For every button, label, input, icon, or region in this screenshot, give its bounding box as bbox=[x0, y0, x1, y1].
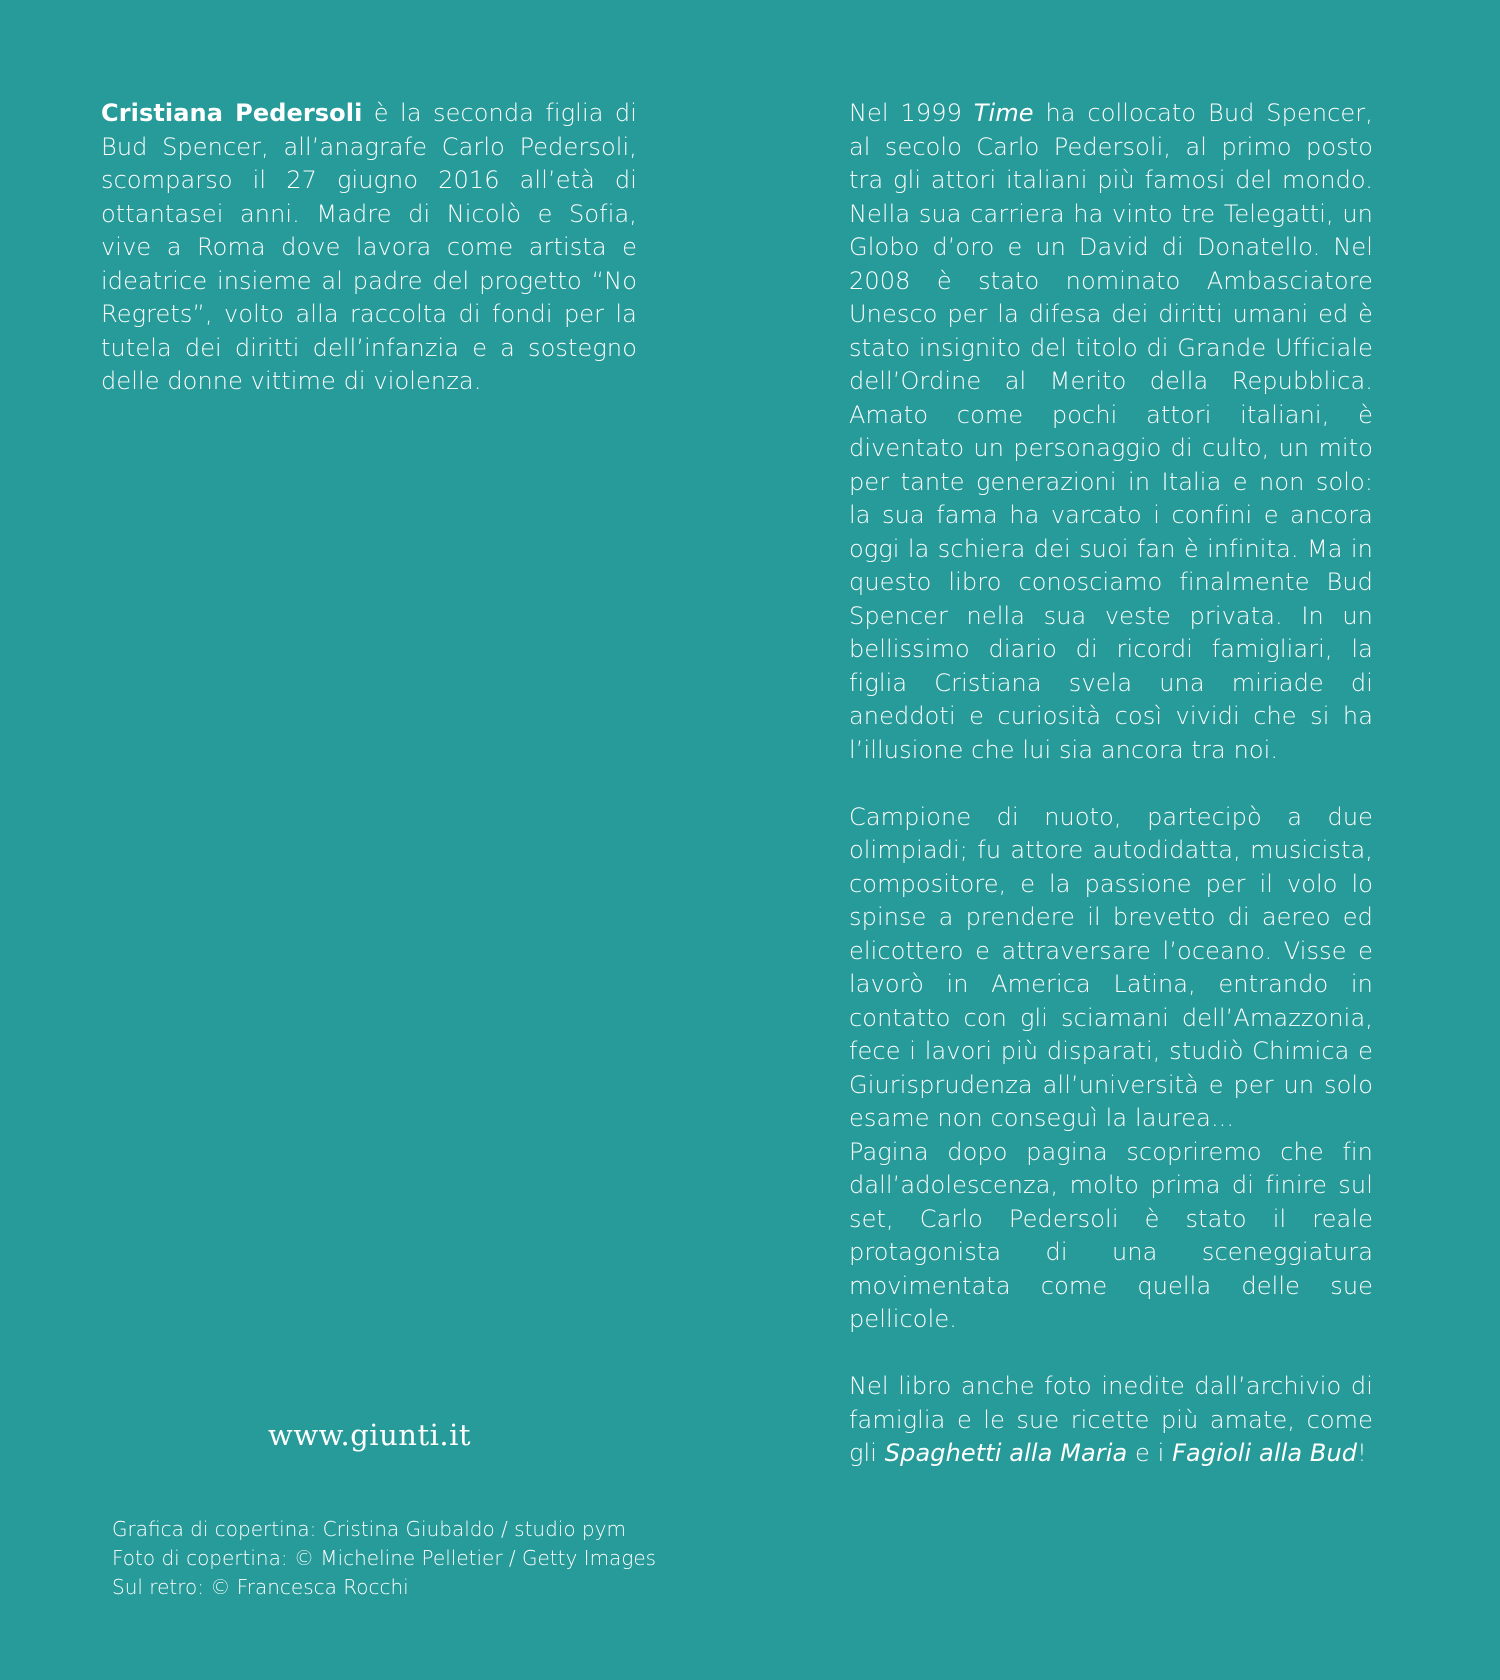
p1-rest: ha collocato Bud Spencer, al secolo Carlo Pedersoli, al primo posto tra gli attori italiani più famosi del mondo. Nella sua carriera ha vinto tre Telegatti, un Globo d’oro e un David di Donatello. Nel 2008 è stato nominato Ambasciatore Unesco per la difesa dei diritti umani ed è stato insignito del titolo di Grande Ufficiale dell’Ordine al Merito della Repubblica. Amato come pochi attori italiani, è diventato un personaggio di culto, un mito per tante generazioni in Italia e non solo: la sua fama ha varcato i confini e ancora oggi la schiera dei suoi fan è infinita. Ma in questo libro conosciamo finalmente Bud Spencer nella sua veste privata. In un bellissimo diario di ricordi famigliari, la figlia Cristiana svela una miriade di aneddoti e curiosità così vividi che si ha l’illusione che lui sia ancora tra noi. bbox=[849, 99, 1373, 764]
description-paragraph-1 bbox=[849, 97, 1373, 767]
book-description-column bbox=[849, 97, 1373, 1471]
description-paragraph-4 bbox=[849, 1370, 1373, 1471]
author-bio bbox=[101, 97, 637, 399]
description-paragraph-3: Pagina dopo pagina scopriremo che fin dall’adolescenza, molto prima di finire sul set, Carlo Pedersoli è stato il reale protagonista di una sceneggiatura movimentata come quella delle sue pellicole. bbox=[849, 1137, 1373, 1333]
credit-cover-photo: Foto di copertina: © Micheline Pelletier / Getty Images bbox=[112, 1546, 657, 1570]
p4-mid: e i bbox=[1127, 1439, 1173, 1467]
recipe-fagioli: Fagioli alla Bud bbox=[1172, 1439, 1358, 1467]
recipe-spaghetti: Spaghetti alla Maria bbox=[884, 1439, 1128, 1467]
p1-start: Nel 1999 bbox=[849, 99, 974, 127]
p4-start: Nel libro anche foto inedite dall’archivio di famiglia e le sue ricette più amate, come gli bbox=[849, 1372, 1373, 1467]
p4-end: ! bbox=[1357, 1439, 1367, 1467]
credit-back-photo: Sul retro: © Francesca Rocchi bbox=[112, 1575, 409, 1599]
publisher-website: www.giunti.it bbox=[268, 1418, 472, 1452]
credit-cover-design: Grafica di copertina: Cristina Giubaldo / studio pym bbox=[112, 1517, 626, 1541]
time-magazine-title: Time bbox=[973, 99, 1034, 127]
cover-credits bbox=[112, 1515, 656, 1602]
description-paragraph-2: Campione di nuoto, partecipò a due olimpiadi; fu attore autodidatta, musicista, compositore, e la passione per il volo lo spinse a prendere il brevetto di aereo ed elicottero e attraversare l’oceano. Visse e lavorò in America Latina, entrando in contatto con gli sciamani dell’Amazzonia, fece i lavori più disparati, studiò Chimica e Giurisprudenza all’università e per un solo esame non conseguì la laurea... bbox=[849, 802, 1373, 1132]
author-bio-text: è la seconda figlia di Bud Spencer, all’anagrafe Carlo Pedersoli, scomparso il 27 giugno 2016 all’età di ottantasei anni. Madre di Nicolò e Sofia, vive a Roma dove lavora come artista e ideatrice insieme al padre del progetto “No Regrets”, volto alla raccolta di fondi per la tutela dei diritti dell’infanzia e a sostegno delle donne vittime di violenza. bbox=[101, 99, 638, 395]
author-bio-column bbox=[101, 97, 637, 399]
author-name: Cristiana Pedersoli bbox=[101, 99, 363, 127]
